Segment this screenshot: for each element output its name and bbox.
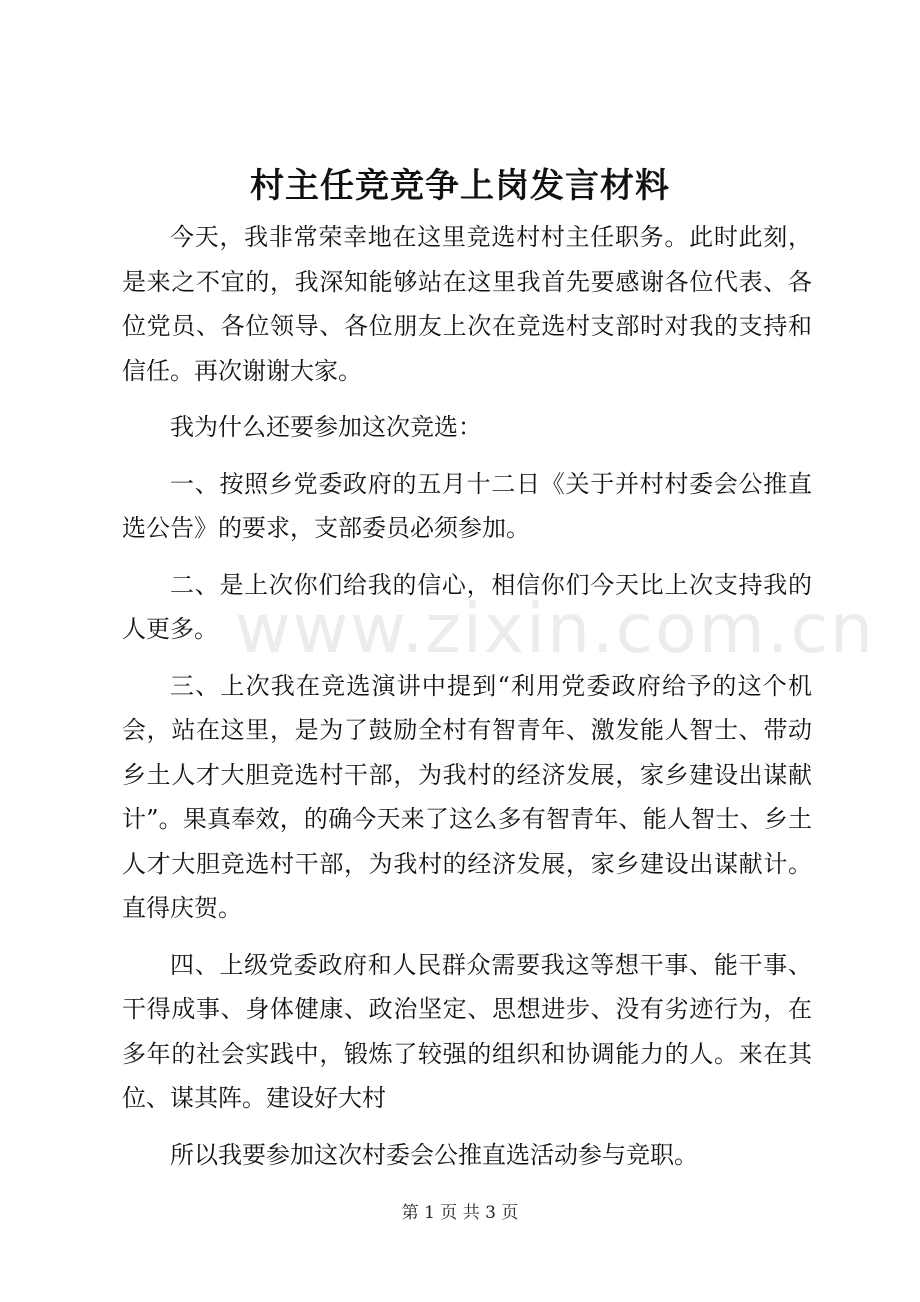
paragraph-reason-3: 三、上次我在竞选演讲中提到“利用党委政府给予的这个机会，站在这里，是为了鼓励全村有智青年、激发能人智士、带动乡土人才大胆竞选村干部，为我村的经济发展，家乡建设出谋献计”。果真奉效，的确今天来了这么多有智青年、能人智士、乡土人才大胆竞选村干部，为我村的经济发展，家乡建设出谋献计。直得庆贺。 [122,671,812,922]
document-title: 村主任竞竞争上岗发言材料 [250,166,670,206]
paragraph-conclusion: 所以我要参加这次村委会公推直选活动参与竞职。 [170,1140,698,1169]
paragraph-reason-4: 四、上级党委政府和人民群众需要我这等想干事、能干事、干得成事、身体健康、政治坚定、思想进步、没有劣迹行为，在多年的社会实践中，锻炼了较强的组织和协调能力的人。来在其位、谋其阵。建设好大村 [122,950,812,1112]
paragraph-question: 我为什么还要参加这次竞选： [170,413,482,441]
paragraph-reason-2: 二、是上次你们给我的信心，相信你们今天比上次支持我的人更多。 [122,570,812,643]
paragraph-intro: 今天，我非常荣幸地在这里竞选村村主任职务。此时此刻，是来之不宜的，我深知能够站在这里我首先要感谢各位代表、各位党员、各位领导、各位朋友上次在竞选村支部时对我的支持和信任。再次谢谢大家。 [122,223,812,385]
paragraph-reason-1: 一、按照乡党委政府的五月十二日《关于并村村委会公推直选公告》的要求，支部委员必须参加。 [122,469,812,542]
page-footer: 第 1 页 共 3 页 [401,1203,519,1223]
document-body [122,215,812,1177]
watermark: www.zixin.com.cn [235,590,875,669]
